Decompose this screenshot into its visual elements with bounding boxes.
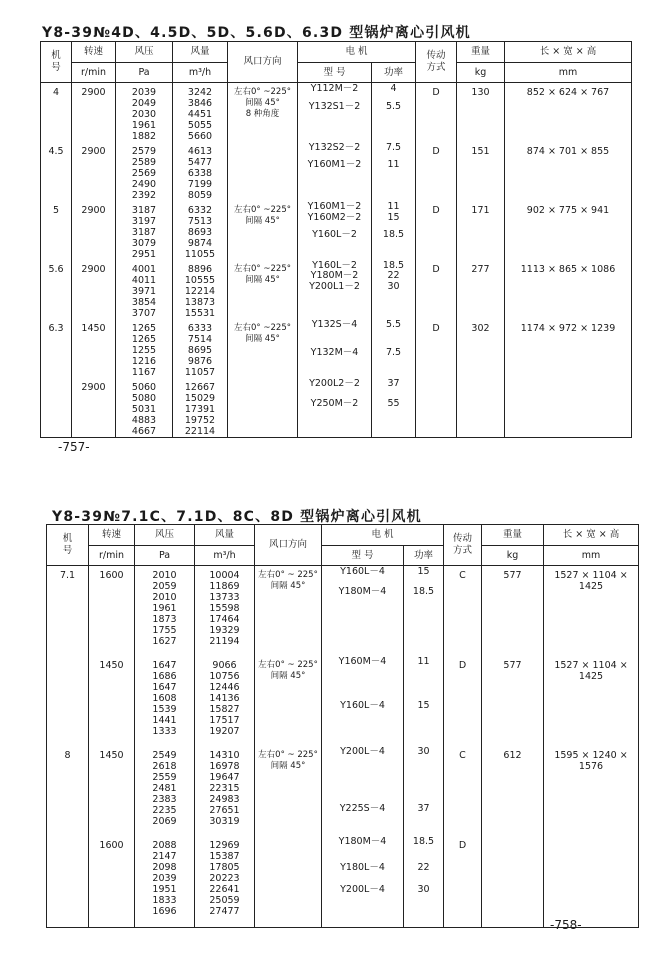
header-power: 功率 [372,63,416,83]
outlet-direction: 左右0° ~225° [234,323,291,333]
flow-value: 22641 [209,883,240,895]
pressure-value: 1333 [152,725,177,737]
header-no [41,42,72,83]
motor-model: Y160M1－2 [307,159,362,170]
flow-value: 19752 [184,415,216,426]
header-drive: 传动 方式 [444,525,482,566]
motor-power: 30 [387,281,400,292]
dimensions-value [544,836,638,840]
flow-value: 10756 [209,670,240,682]
weight-value: 277 [471,264,490,275]
table-header [41,42,632,83]
pressure-value: 1265 [131,334,157,345]
outlet-direction: 间隔 45° [245,98,280,108]
header-weight-unit: kg [482,546,544,566]
page-number-758: -758- [550,918,582,932]
pressure-value: 2490 [131,179,157,190]
flow-value: 16978 [209,760,240,772]
header-pressure-unit: Pa [135,546,195,566]
machine-no: 4 [52,87,60,98]
outlet-direction: 8 种角度 [245,109,280,119]
motor-power: 18.5 [412,835,435,847]
flow-value: 24983 [209,793,240,805]
pressure-value: 1608 [152,692,177,704]
header-motor: 电 机 [322,525,444,546]
motor-power: 11 [387,159,400,170]
flow-value: 14310 [209,749,240,761]
motor-model: Y180M－4 [338,835,387,847]
flow-value: 14136 [209,692,240,704]
flow-value: 19329 [209,625,240,636]
motor-power: 18.5 [412,586,435,597]
machine-no: 7.1 [59,570,76,581]
pressure-value: 3187 [131,205,157,216]
header-speed-unit: r/min [72,63,116,83]
motor-power: 37 [417,802,430,814]
pressure-value: 1441 [152,714,177,726]
header-pressure: 风压 [135,525,195,546]
motor-power: 15 [387,212,400,223]
flow-value: 15827 [209,703,240,715]
machine-no: 8 [64,749,71,761]
weight-value [482,836,543,840]
outlet-direction: 左右0° ~225° [234,205,291,215]
header-power: 功率 [404,546,444,566]
outlet-direction: 间隔 45° [270,670,306,681]
flow-value: 9874 [187,238,213,249]
flow-value: 17391 [184,404,216,415]
motor-model: Y160L－2 [312,229,357,240]
header-no-label: 机 号 [62,533,73,556]
pressure-value: 2235 [152,804,177,816]
flow-value: 17805 [209,861,240,873]
flow-value: 11055 [184,249,216,260]
flow-value: 13733 [209,592,240,603]
header-no [47,525,89,566]
speed-value: 1450 [81,323,106,334]
header-no-label: 机 号 [51,50,61,73]
pressure-value: 5031 [131,404,157,415]
speed-value: 2900 [81,146,106,157]
header-speed-unit: r/min [89,546,135,566]
motor-model: Y160L－4 [340,566,385,577]
header-speed: 转速 [89,525,135,546]
motor-power: 22 [417,861,430,873]
weight-value: 612 [503,749,522,761]
drive-type: D [432,205,440,216]
motor-power: 15 [417,699,430,711]
flow-value: 8693 [187,227,213,238]
page-title-758: Y8-39№7.1C、7.1D、8C、8D 型锅炉离心引风机 [52,509,422,525]
pressure-value: 4011 [131,275,157,286]
spec-table-758 [46,524,639,928]
machine-no: 6.3 [48,323,64,334]
motor-model: Y180L－4 [340,861,385,873]
flow-value: 21194 [209,636,240,647]
header-drive: 传动 方式 [416,42,457,83]
pressure-value: 1833 [152,894,177,906]
weight-value: 302 [471,323,490,334]
pressure-value: 4883 [131,415,157,426]
table-row [47,566,639,656]
dimensions-value [505,378,631,382]
flow-value: 5055 [187,120,213,131]
dimensions-value: 1527 × 1104 × 1425 [554,570,628,592]
machine-no [47,656,88,660]
table-row [41,201,632,260]
pressure-value: 2147 [152,850,177,862]
table-row [41,142,632,201]
flow-value: 7199 [187,179,213,190]
speed-value: 1600 [99,570,124,581]
outlet-direction: 间隔 45° [245,216,280,226]
weight-value: 151 [471,146,490,157]
pressure-value: 2039 [131,87,157,98]
table-row [47,656,639,746]
flow-value: 6333 [187,323,213,334]
header-flow: 风量 [195,525,255,546]
weight-value: 577 [503,570,522,581]
flow-value: 19207 [209,725,240,737]
pressure-value: 1873 [152,614,177,625]
speed-value: 2900 [81,205,106,216]
header-weight: 重量 [482,525,544,546]
pressure-value: 1647 [152,659,177,671]
pressure-value: 2579 [131,146,157,157]
header-outlet: 风口方向 [228,42,298,83]
motor-model: Y132M－4 [310,347,359,358]
motor-model: Y112M－2 [310,83,359,94]
dimensions-value: 852 × 624 × 767 [526,87,610,98]
flow-value: 3846 [187,98,213,109]
motor-model: Y225S－4 [339,802,386,814]
speed-value: 1600 [99,839,124,851]
machine-no: 5 [52,205,60,216]
pressure-value: 3187 [131,227,157,238]
flow-value: 8695 [187,345,213,356]
motor-power: 30 [417,745,430,757]
dimensions-value: 1174 × 972 × 1239 [520,323,616,334]
flow-value: 4451 [187,109,213,120]
drive-type: D [432,323,440,334]
pressure-value: 1951 [152,883,177,895]
pressure-value: 3197 [131,216,157,227]
motor-model: Y160L－4 [340,699,385,711]
dimensions-value: 1113 × 865 × 1086 [520,264,616,275]
table-header [47,525,639,566]
motor-model: Y132S2－2 [308,142,361,153]
page-title-757: Y8-39№4D、4.5D、5D、5.6D、6.3D 型锅炉离心引风机 [42,25,471,41]
motor-power: 11 [417,655,430,667]
drive-type [416,378,456,382]
speed-value: 2900 [81,87,106,98]
pressure-value: 4001 [131,264,157,275]
flow-value: 22315 [209,782,240,794]
flow-value: 19647 [209,771,240,783]
drive-type: D [458,839,467,851]
pressure-value: 2039 [152,872,177,884]
pressure-value: 1647 [152,681,177,693]
flow-value: 12446 [209,681,240,693]
drive-type: C [459,570,466,581]
motor-power: 37 [387,378,400,389]
flow-value: 8059 [187,190,213,201]
pressure-value: 5060 [131,382,157,393]
pressure-value: 2030 [131,109,157,120]
header-model: 型 号 [298,63,372,83]
motor-power: 15 [417,566,430,577]
motor-power: 22 [387,270,400,281]
pressure-value: 1216 [131,356,157,367]
flow-value: 4613 [187,146,213,157]
header-model: 型 号 [322,546,404,566]
pressure-value: 1882 [131,131,157,142]
motor-model: Y132S1－2 [308,101,361,112]
pressure-value: 3971 [131,286,157,297]
pressure-value: 1167 [131,367,157,378]
motor-power: 7.5 [385,347,402,358]
flow-value: 5477 [187,157,213,168]
motor-model: Y250M－2 [310,398,359,409]
flow-value: 22114 [184,426,216,437]
pressure-value: 2392 [131,190,157,201]
pressure-value: 1961 [152,603,177,614]
motor-model: Y160M－4 [338,655,387,667]
flow-value: 11057 [184,367,216,378]
dimensions-value: 1595 × 1240 × 1576 [554,749,628,772]
pressure-value: 1696 [152,905,177,917]
motor-model: Y160L－2 [312,260,357,271]
pressure-value: 2088 [152,839,177,851]
header-flow-unit: m³/h [195,546,255,566]
header-speed: 转速 [72,42,116,63]
pressure-value: 1686 [152,670,177,682]
machine-no: 5.6 [48,264,64,275]
machine-no: 4.5 [48,146,64,157]
motor-power: 4 [390,83,397,94]
outlet-direction: 左右0° ~225° [234,87,291,97]
motor-model: Y160M2－2 [307,212,362,223]
weight-value: 171 [471,205,490,216]
pressure-value: 1265 [131,323,157,334]
table-body [41,83,632,438]
pressure-value: 2589 [131,157,157,168]
header-pressure: 风压 [116,42,173,63]
flow-value: 25059 [209,894,240,906]
flow-value: 6332 [187,205,213,216]
flow-value: 7513 [187,216,213,227]
table-row [47,836,639,928]
pressure-value: 1255 [131,345,157,356]
flow-value: 15029 [184,393,216,404]
flow-value: 27477 [209,905,240,917]
flow-value: 6338 [187,168,213,179]
flow-value: 12969 [209,839,240,851]
table-row [47,746,639,836]
pressure-value: 2049 [131,98,157,109]
flow-value: 15531 [184,308,216,319]
header-motor: 电 机 [298,42,416,63]
pressure-value: 4667 [131,426,157,437]
motor-model: Y180M－4 [338,586,387,597]
outlet-direction: 左右0° ~ 225° [258,570,318,580]
spec-table-757 [40,41,632,438]
speed-value: 2900 [81,382,106,393]
drive-type: D [432,146,440,157]
table-row [41,319,632,378]
motor-model: Y132S－4 [311,319,358,330]
speed-value: 1450 [99,749,124,761]
pressure-value: 2618 [152,760,177,772]
pressure-value: 3854 [131,297,157,308]
table-row [41,260,632,319]
drive-type: D [432,264,440,275]
motor-model: Y200L1－2 [309,281,360,292]
pressure-value: 2010 [152,570,177,581]
motor-power: 30 [417,883,430,895]
header-outlet: 风口方向 [255,525,322,566]
pressure-value: 2069 [152,815,177,827]
motor-model: Y200L2－2 [309,378,360,389]
header-pressure-unit: Pa [116,63,173,83]
header-flow: 风量 [173,42,228,63]
outlet-direction: 左右0° ~ 225° [258,659,318,670]
motor-power: 11 [387,201,400,212]
header-weight-unit: kg [457,63,505,83]
flow-value: 15387 [209,850,240,862]
flow-value: 20223 [209,872,240,884]
drive-type: C [459,749,466,761]
page-number-757: -757- [58,440,90,454]
header-dims: 长 × 宽 × 高 [544,525,639,546]
motor-model: Y200L－4 [340,745,385,757]
outlet-direction: 间隔 45° [270,581,306,591]
flow-value: 12214 [184,286,216,297]
header-dims-unit: mm [544,546,639,566]
pressure-value: 5080 [131,393,157,404]
outlet-direction: 左右0° ~ 225° [258,749,318,760]
dimensions-value: 1527 × 1104 × 1425 [554,659,628,682]
motor-model: Y160M1－2 [307,201,362,212]
flow-value: 17517 [209,714,240,726]
pressure-value: 2569 [131,168,157,179]
drive-type: D [432,87,440,98]
table-row [41,378,632,438]
flow-value: 8896 [187,264,213,275]
speed-value: 1450 [99,659,124,671]
flow-value: 12667 [184,382,216,393]
weight-value [457,378,504,382]
outlet-direction: 左右0° ~225° [234,264,291,274]
pressure-value: 2559 [152,771,177,783]
outlet-direction: 间隔 45° [270,760,306,771]
flow-value: 27651 [209,804,240,816]
pressure-value: 2549 [152,749,177,761]
motor-power: 5.5 [385,319,402,330]
header-flow-unit: m³/h [173,63,228,83]
pressure-value: 1539 [152,703,177,715]
flow-value: 9876 [187,356,213,367]
motor-power: 18.5 [382,229,405,240]
machine-no [47,836,88,840]
flow-value: 3242 [187,87,213,98]
machine-no [41,378,71,382]
motor-model: Y200L－4 [340,883,385,895]
motor-power: 5.5 [385,101,402,112]
pressure-value: 3707 [131,308,157,319]
table-body [47,566,639,928]
header-weight: 重量 [457,42,505,63]
motor-power: 18.5 [382,260,405,271]
pressure-value: 1627 [152,636,177,647]
outlet-direction: 间隔 45° [245,275,280,285]
dimensions-value: 902 × 775 × 941 [526,205,610,216]
flow-value: 11869 [209,581,240,592]
pressure-value: 2481 [152,782,177,794]
drive-type: D [458,659,467,671]
weight-value: 130 [471,87,490,98]
pressure-value: 2383 [152,793,177,805]
pressure-value: 3079 [131,238,157,249]
header-dims: 长 × 宽 × 高 [505,42,632,63]
flow-value: 7514 [187,334,213,345]
header-dims-unit: mm [505,63,632,83]
table-row [41,83,632,143]
motor-power: 55 [387,398,400,409]
speed-value: 2900 [81,264,106,275]
flow-value: 30319 [209,815,240,827]
weight-value: 577 [503,659,522,671]
flow-value: 10555 [184,275,216,286]
flow-value: 9066 [212,659,237,671]
dimensions-value: 874 × 701 × 855 [526,146,610,157]
flow-value: 17464 [209,614,240,625]
pressure-value: 2951 [131,249,157,260]
flow-value: 15598 [209,603,240,614]
flow-value: 13873 [184,297,216,308]
pressure-value: 2059 [152,581,177,592]
pressure-value: 2098 [152,861,177,873]
pressure-value: 2010 [152,592,177,603]
pressure-value: 1755 [152,625,177,636]
outlet-direction: 间隔 45° [245,334,280,344]
motor-power: 7.5 [385,142,402,153]
motor-model: Y180M－2 [310,270,359,281]
flow-value: 5660 [187,131,213,142]
pressure-value: 1961 [131,120,157,131]
flow-value: 10004 [209,570,240,581]
